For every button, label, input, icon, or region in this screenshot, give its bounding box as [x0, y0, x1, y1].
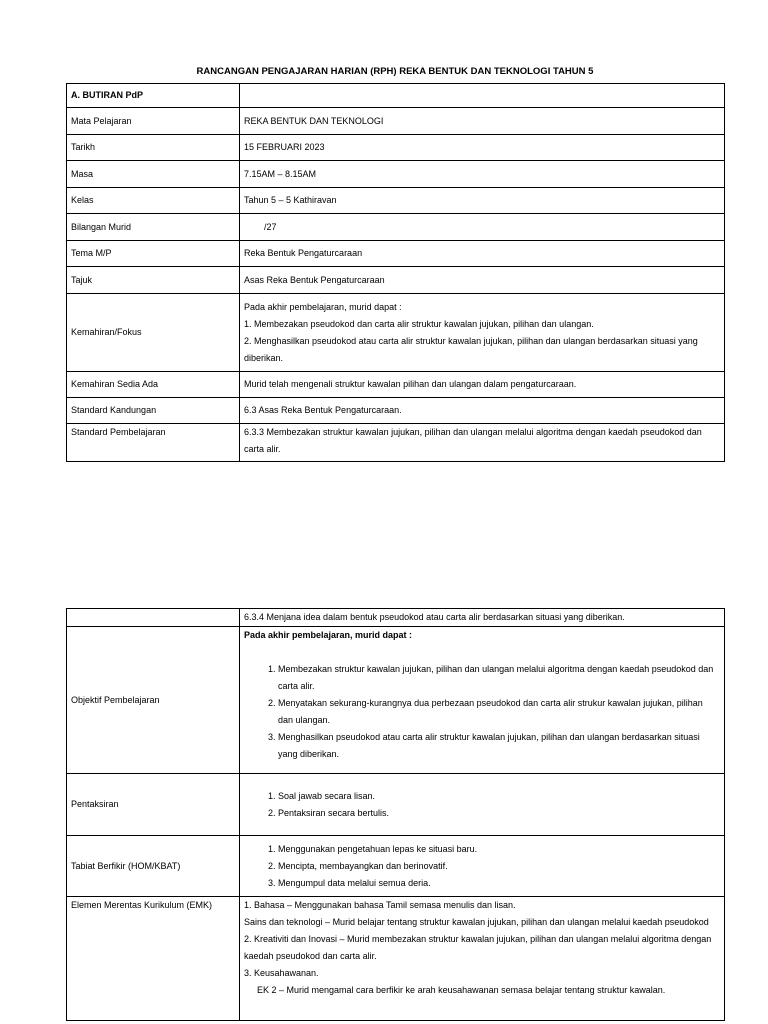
table-row — [67, 108, 725, 135]
row-label: Kelas — [67, 188, 240, 214]
row-value — [240, 836, 725, 897]
table-row — [67, 424, 725, 462]
murid-count: /27 — [264, 221, 277, 232]
row-value: Reka Bentuk Pengaturcaraan — [240, 241, 725, 267]
row-value — [240, 897, 725, 1021]
row-label: Bilangan Murid — [67, 214, 240, 241]
row-label: Tarikh — [67, 135, 240, 161]
text-line: 3. Keusahawanan. — [244, 968, 319, 978]
row-label: Tajuk — [67, 267, 240, 294]
section-header: A. BUTIRAN PdP — [67, 84, 240, 108]
row-label: Objektif Pembelajaran — [67, 627, 240, 774]
row-value: Asas Reka Bentuk Pengaturcaraan — [240, 267, 725, 294]
row-label: Masa — [67, 161, 240, 188]
table-row — [67, 897, 725, 1021]
row-value — [240, 214, 725, 241]
text-line: Pada akhir pembelajaran, murid dapat : — [244, 301, 402, 312]
table-row — [67, 241, 725, 267]
text-line: EK 2 – Murid mengamal cara berfikir ke arah keusahawanan semasa belajar tentang struktur kawalan. — [257, 985, 666, 995]
row-value: Murid telah mengenali struktur kawalan pilihan dan ulangan dalam pengaturcaraan. — [240, 372, 725, 398]
text-line: 1. Membezakan pseudokod dan carta alir struktur kawalan jujukan, pilihan dan ulangan. — [244, 318, 594, 329]
objective-intro: Pada akhir pembelajaran, murid dapat : — [244, 630, 413, 640]
row-label: Mata Pelajaran — [67, 108, 240, 135]
list-item: 2. Menyatakan sekurang-kurangnya dua perbezaan pseudokod dan carta alir strukur kawalan jujukan, pilihan dan ulangan. — [278, 695, 720, 729]
text-line: 2. Kreativiti dan Inovasi – Murid membezakan struktur kawalan jujukan, pilihan dan ulangan melalui algoritma dengan kaedah pseudokod dan carta alir. — [244, 934, 712, 961]
table-row — [67, 398, 725, 424]
section-header-row — [67, 84, 725, 108]
details-table-part-1 — [66, 83, 725, 462]
list-item: 1. Membezakan struktur kawalan jujukan, pilihan dan ulangan melalui algoritma dengan kaedah pseudokod dan carta alir. — [278, 661, 720, 695]
list-item: 3. Menghasilkan pseudokod atau carta alir struktur kawalan jujukan, pilihan dan ulangan berdasarkan situasi yang diberikan. — [278, 729, 720, 763]
row-value — [240, 774, 725, 836]
row-label: Standard Pembelajaran — [67, 424, 240, 462]
table-row — [67, 609, 725, 627]
row-value: 15 FEBRUARI 2023 — [240, 135, 725, 161]
page-title: RANCANGAN PENGAJARAN HARIAN (RPH) REKA BENTUK DAN TEKNOLOGI TAHUN 5 — [196, 66, 594, 77]
habit-list — [244, 841, 720, 892]
text-line: 2. Menghasilkan pseudokod atau carta alir struktur kawalan jujukan, pilihan dan ulangan berdasarkan situasi yang diberikan. — [244, 335, 698, 363]
table-row — [67, 135, 725, 161]
table-row — [67, 836, 725, 897]
list-item: 1. Menggunakan pengetahuan lepas ke situasi baru. — [278, 841, 720, 858]
table-row — [67, 214, 725, 241]
row-label: Elemen Merentas Kurikulum (EMK) — [67, 897, 240, 1021]
row-label: Pentaksiran — [67, 774, 240, 836]
row-label: Tabiat Berfikir (HOM/KBAT) — [67, 836, 240, 897]
list-item: 2. Pentaksiran secara bertulis. — [278, 805, 720, 822]
list-item: 3. Mengumpul data melalui semua deria. — [278, 875, 720, 892]
list-item: 1. Soal jawab secara lisan. — [278, 788, 720, 805]
assessment-list — [244, 788, 720, 822]
table-row — [67, 267, 725, 294]
table-row — [67, 294, 725, 372]
row-value: 6.3 Asas Reka Bentuk Pengaturcaraan. — [240, 398, 725, 424]
row-value: Tahun 5 – 5 Kathiravan — [240, 188, 725, 214]
row-label: Kemahiran/Fokus — [67, 294, 240, 372]
text-line: Sains dan teknologi – Murid belajar tentang struktur kawalan jujukan, pilihan dan ulangan melalui kaedah pseudokod — [244, 917, 709, 927]
row-value — [240, 294, 725, 372]
table-row — [67, 372, 725, 398]
table-row — [67, 774, 725, 836]
table-row — [67, 627, 725, 774]
row-label: Kemahiran Sedia Ada — [67, 372, 240, 398]
row-value: 6.3.4 Menjana idea dalam bentuk pseudokod atau carta alir berdasarkan situasi yang diberikan. — [240, 609, 725, 627]
row-value — [240, 627, 725, 774]
row-label: Standard Kandungan — [67, 398, 240, 424]
table-row — [67, 188, 725, 214]
details-table-part-2 — [66, 608, 725, 1021]
row-label: Tema M/P — [67, 241, 240, 267]
row-value: REKA BENTUK DAN TEKNOLOGI — [240, 108, 725, 135]
table-row — [67, 161, 725, 188]
row-value: 7.15AM – 8.15AM — [240, 161, 725, 188]
list-item: 2. Mencipta, membayangkan dan berinovatif. — [278, 858, 720, 875]
text-line: 1. Bahasa – Menggunakan bahasa Tamil semasa menulis dan lisan. — [244, 900, 516, 910]
row-value: 6.3.3 Membezakan struktur kawalan jujukan, pilihan dan ulangan melalui algoritma dengan kaedah pseudokod dan carta alir. — [240, 424, 725, 462]
objective-list — [244, 661, 720, 763]
